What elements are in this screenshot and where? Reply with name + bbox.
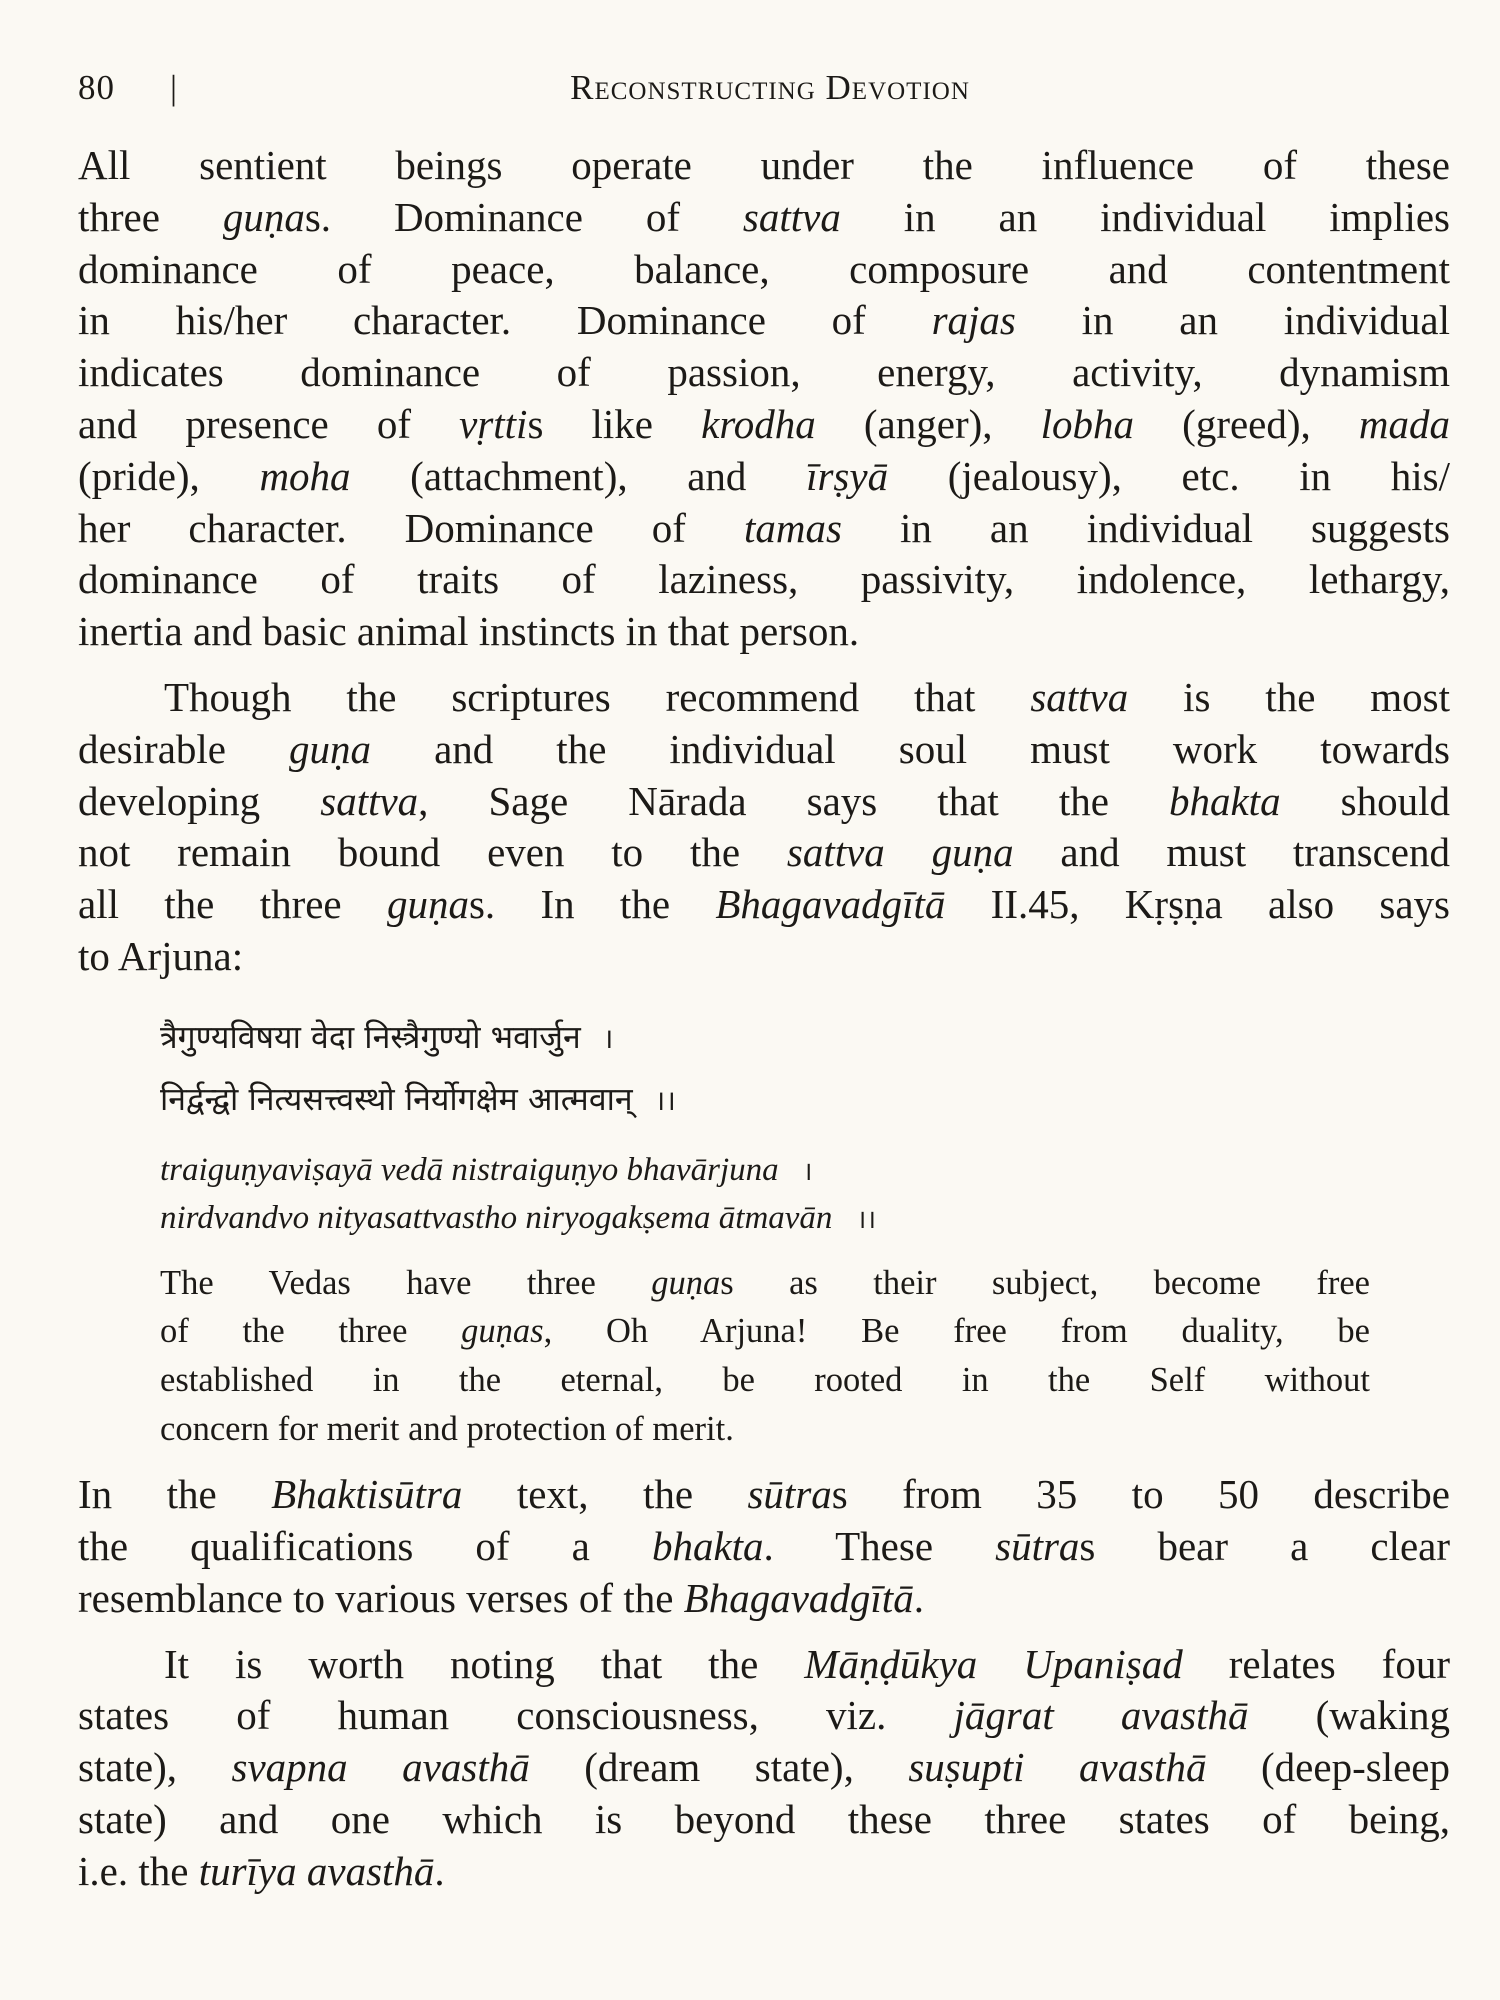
text-line: desirable guṇa and the individual soul must work towards	[78, 725, 1451, 772]
verse-line	[160, 1007, 1450, 1069]
text-line: (pride), moha (attachment), and īrṣyā (jealousy), etc. in his/	[78, 452, 1450, 499]
italic-term: bhakta	[1168, 777, 1281, 824]
text-line: and presence of vṛttis like krodha (anger), lobha (greed), mada	[78, 400, 1451, 447]
paragraph-sattva	[78, 672, 1450, 983]
danda-mark: ।।	[654, 1083, 676, 1117]
italic-term: tamas	[743, 504, 842, 551]
italic-term: turīya avasthā	[198, 1847, 435, 1894]
text-line: indicates dominance of passion, energy, activity, dynamism	[78, 349, 1450, 396]
verse-line	[160, 1069, 1450, 1131]
italic-term: Māṇḍūkya Upaniṣad	[804, 1640, 1183, 1687]
italic-term: Bhagavadgītā	[715, 881, 946, 928]
italic-term: Bhaktisūtra	[271, 1471, 463, 1518]
italic-term: īrṣyā	[806, 452, 889, 499]
verse-line	[160, 1147, 1450, 1195]
text-line: all the three guṇas. In the Bhagavadgītā II.45, Kṛṣṇa also says	[78, 881, 1450, 928]
text-line: concern for merit and protection of merit.	[160, 1409, 734, 1448]
text-line: state), svapna avasthā (dream state), suṣupti avasthā (deep-sleep	[78, 1744, 1450, 1791]
italic-term: guṇas	[461, 1312, 544, 1351]
italic-term: sattva	[320, 777, 419, 824]
text-line: the qualifications of a bhakta. These sūtras bear a clear	[78, 1522, 1451, 1569]
italic-term: jāgrat avasthā	[953, 1692, 1249, 1739]
danda-mark: ।	[602, 1021, 614, 1055]
paragraph-mandukya	[78, 1639, 1450, 1898]
text-line: It is worth noting that the Māṇḍūkya Upaniṣad relates four	[164, 1640, 1450, 1687]
italic-term: Bhagavadgītā	[683, 1574, 914, 1621]
italic-term: bhakta	[651, 1522, 764, 1569]
text-line: i.e. the turīya avasthā.	[78, 1847, 445, 1894]
paragraph-bhaktisutra	[78, 1469, 1450, 1624]
verse-text: त्रैगुण्यविषया वेदा निस्त्रैगुण्यो भवार्जुन	[160, 1017, 581, 1056]
text-line: Though the scriptures recommend that sattva is the most	[164, 673, 1450, 720]
italic-term: sattva	[742, 193, 841, 240]
italic-term: guṇa	[222, 193, 305, 240]
italic-term: lobha	[1040, 400, 1135, 447]
page-number: 80	[78, 68, 115, 107]
text-line: state) and one which is beyond these three states of being,	[78, 1795, 1450, 1842]
paragraph-gunas	[78, 140, 1450, 658]
italic-term: rajas	[931, 297, 1016, 344]
italic-term: guṇa	[651, 1263, 721, 1302]
text-line: inertia and basic animal instincts in that person.	[78, 608, 860, 655]
verse-devanagari	[160, 1007, 1450, 1131]
text-line: The Vedas have three guṇas as their subject, become free	[160, 1263, 1370, 1302]
text-line: not remain bound even to the sattva guṇa and must transcend	[78, 829, 1450, 876]
text-line: In the Bhaktisūtra text, the sūtras from 35 to 50 describe	[78, 1471, 1450, 1518]
text-line: in his/her character. Dominance of rajas in an individual	[78, 297, 1450, 344]
header-separator: |	[170, 68, 179, 107]
verse-text: traiguṇyaviṣayā vedā nistraiguṇyo bhavārjuna	[160, 1151, 779, 1188]
running-title: Reconstructing Devotion	[570, 68, 970, 107]
italic-term: svapna avasthā	[231, 1744, 530, 1791]
danda-mark: ।	[802, 1156, 813, 1186]
text-line: resemblance to various verses of the Bhagavadgītā.	[78, 1574, 924, 1621]
italic-term: suṣupti avasthā	[908, 1744, 1207, 1791]
verse-translation	[160, 1259, 1370, 1453]
text-line: dominance of peace, balance, composure and contentment	[78, 245, 1450, 292]
running-header	[78, 68, 1422, 112]
text-line: states of human consciousness, viz. jāgrat avasthā (waking	[78, 1692, 1450, 1739]
danda-mark: ।।	[856, 1204, 877, 1234]
verse-line	[160, 1195, 1450, 1243]
italic-term: guṇa	[386, 881, 469, 928]
verse-transliteration	[160, 1147, 1450, 1243]
text-line: developing sattva, Sage Nārada says that the bhakta should	[78, 777, 1450, 824]
text-line: All sentient beings operate under the influence of these	[78, 142, 1450, 188]
text-line: of the three guṇas, Oh Arjuna! Be free from duality, be	[160, 1312, 1370, 1351]
italic-term: krodha	[701, 400, 816, 447]
text-line: three guṇas. Dominance of sattva in an individual implies	[78, 193, 1450, 240]
text-line: her character. Dominance of tamas in an individual suggests	[78, 504, 1450, 551]
text-line: established in the eternal, be rooted in the Self without	[160, 1360, 1370, 1399]
page-body	[78, 140, 1450, 1898]
verse-text: nirdvandvo nityasattvastho niryogakṣema ātmavān	[160, 1199, 833, 1236]
text-line: to Arjuna:	[78, 932, 244, 979]
italic-term: sūtra	[747, 1471, 832, 1518]
italic-term: sūtra	[995, 1522, 1080, 1569]
italic-term: sattva	[1030, 673, 1129, 720]
italic-term: vṛtti	[459, 400, 528, 447]
italic-term: sattva guṇa	[786, 829, 1014, 876]
italic-term: mada	[1358, 400, 1451, 447]
italic-term: moha	[259, 452, 351, 499]
italic-term: guṇa	[289, 725, 372, 772]
text-line: dominance of traits of laziness, passivity, indolence, lethargy,	[78, 556, 1450, 603]
verse-text: निर्द्वन्द्वो नित्यसत्त्वस्थो निर्योगक्षेम आत्मवान्	[160, 1079, 633, 1118]
